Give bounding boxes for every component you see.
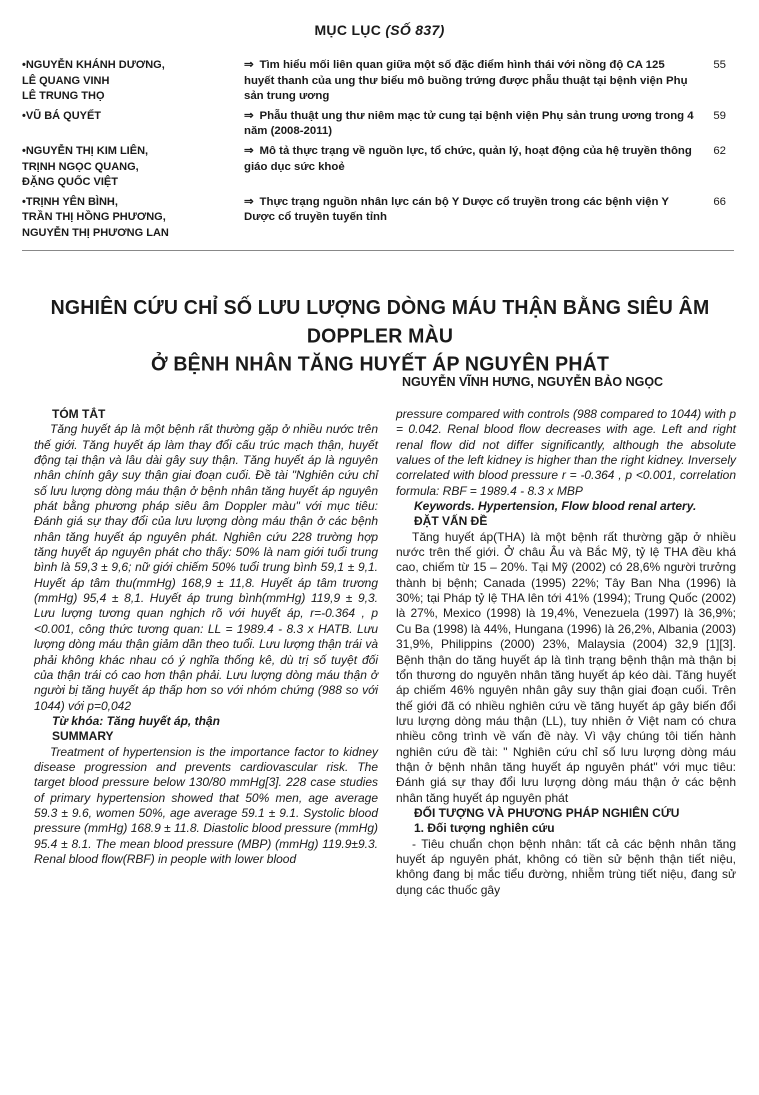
toc-heading: MỤC LỤC xyxy=(314,22,382,38)
right-column xyxy=(396,407,736,898)
arrow-right-icon: ⇒ xyxy=(244,59,254,71)
toc-entry-title xyxy=(240,195,696,242)
author-line: •TRỊNH YÊN BÌNH, xyxy=(22,195,118,208)
article-authors: NGUYỄN VĨNH HƯNG, NGUYỄN BẢO NGỌC xyxy=(402,375,664,389)
toc-entry-title xyxy=(240,58,696,105)
toc-authors xyxy=(22,195,240,242)
toc-entry xyxy=(22,144,742,191)
summary-heading: SUMMARY xyxy=(52,729,114,744)
toc-authors xyxy=(22,144,240,191)
keywords-en: Keywords. Hypertension, Flow blood renal artery. xyxy=(414,499,697,514)
toc-entry-text: Tìm hiểu mối liên quan giữa một số đặc điểm hình thái với nồng độ CA 125 huyết thanh của ung thư biểu mô buồng trứng được phẫu thuật tại bệnh viện Phụ sản trung ương xyxy=(244,59,688,103)
author-line: TRẦN THỊ HỒNG PHƯƠNG, xyxy=(22,211,166,224)
toc-authors xyxy=(22,58,240,105)
introduction-body: Tăng huyết áp(THA) là một bệnh rất thường gặp ở nhiều nước trên thế giới. Ở châu Âu và Bắc Mỹ, tỷ lệ THA đều khá cao, chiếm từ 15 – 20%. Tại Mỹ (2002) có 28,6% người trưởng thành bị bệnh; Canada (1995) 22%; Tây Ban Nha (1996) là 30%; tại Pháp tỷ lệ THA lên tới 41% (1994); Trung Quốc (2002) là 27%, Mexico (1998) là 19,4%, Venezuela (1997) là 36,9%; Cu Ba (1998) là 44%, Hungana (1996) là 26,2%, Albania (2003) 31,9%, Philippins (2000) 23%, Malaysia (2004) 32,9 [1][3]. Bệnh thận do tăng huyết áp là tình trạng bệnh thận mà thận bị tổn thương do nguyên nhân tăng huyết áp kéo dài. Tăng huyết áp chiếm 46% nguyên nhân gây suy thận giai đoạn cuối. Trên thế giới đã có nhiều nghiên cứu về tăng huyết áp gây biến đổi lưu lượng dòng máu thận (LL), tuy nhiên ở Việt nam có chưa nhiều công trình về vấn đề này. Vì vậy chúng tôi tiến hành nghiên cứu đề tài: " Nghiên cứu chỉ số lưu lượng dòng máu thận ở bệnh nhân tăng huyết áp nguyên phát" với mục tiêu: Đánh giá sự thay đổi lưu lượng dòng máu thận ở các bệnh nhân tăng huyết áp nguyên phát xyxy=(396,529,736,805)
toc-authors xyxy=(22,109,240,140)
summary-en: Treatment of hypertension is the importance factor to kidney disease progression and prevents cardiovascular risk. The target blood pressure below 130/80 mmHg[3]. 228 case studies of primary hypertension showed that 50% men, age average 59.3 ± 9.6, women 50%, age average 59.1 ± 9.1. Systolic blood pressure (mmHg) 168.9 ± 11.8. Diastolic blood pressure (mmHg) 95.4 ± 8.1. The mean blood pressure (MBP) (mmHg) 119.9±9.3. Renal blood flow(RBF) in people with lower blood xyxy=(34,744,378,866)
toc-entry xyxy=(22,58,742,105)
toc-entry-title xyxy=(240,109,696,140)
toc-page-number: 66 xyxy=(713,195,726,208)
author-line: TRỊNH NGỌC QUANG, xyxy=(22,160,139,173)
arrow-right-icon: ⇒ xyxy=(244,195,254,208)
author-line: •NGUYỄN THỊ KIM LIÊN, xyxy=(22,144,149,157)
arrow-right-icon: ⇒ xyxy=(244,144,254,157)
table-of-contents xyxy=(22,58,742,246)
toc-issue: (SỐ 837) xyxy=(385,22,445,38)
summary-en-continued: pressure compared with controls (988 compared to 1044) with p = 0.042. Renal blood flow decreases with age. Left and right renal flow did not differ significantly, although the absolute values of the left kidney is higher than the right kidney. Inversely correlated with blood pressure r = -0.364 , p <0.001, correlation formula: RBF = 1989.4 - 8.3 x MBP xyxy=(396,407,736,498)
author-line: NGUYỄN THỊ PHƯƠNG LAN xyxy=(22,226,169,239)
toc-entry xyxy=(22,109,742,140)
article-title-line: NGHIÊN CỨU CHỈ SỐ LƯU LƯỢNG DÒNG MÁU THẬN BẰNG SIÊU ÂM DOPPLER MÀU xyxy=(50,296,710,348)
toc-entry-title xyxy=(240,144,696,191)
abstract-heading: TÓM TẮT xyxy=(52,407,106,421)
author-line: ĐẶNG QUỐC VIỆT xyxy=(22,176,118,189)
toc-entry xyxy=(22,195,742,242)
article-title xyxy=(20,294,740,379)
toc-page-number: 59 xyxy=(713,109,726,122)
methods-subheading: 1. Đối tượng nghiên cứu xyxy=(414,821,555,836)
toc-entry-text: Thực trạng nguồn nhân lực cán bộ Y Dược cổ truyền trong các bệnh viện Y Dược cổ truyền tuyến tỉnh xyxy=(244,195,669,224)
divider xyxy=(22,250,734,251)
keywords-vi: Từ khóa: Tăng huyết áp, thận xyxy=(52,713,220,728)
introduction-heading: ĐẶT VẤN ĐỀ xyxy=(414,514,488,529)
toc-entry-text: Phẫu thuật ung thư niêm mạc tử cung tại bệnh viện Phụ sản trung ương trong 4 năm (2008-2011) xyxy=(244,109,694,138)
toc-title xyxy=(0,22,759,38)
author-line: LÊ TRUNG THỌ xyxy=(22,90,105,103)
toc-page-number: 62 xyxy=(713,144,726,157)
toc-page-number: 55 xyxy=(713,59,726,71)
author-line: •VŨ BÁ QUYẾT xyxy=(22,109,102,122)
methods-body: - Tiêu chuẩn chọn bệnh nhân: tất cả các bệnh nhân tăng huyết áp nguyên phát, không có tiền sử bệnh thận tiết niệu, không đang bị mắc tiểu đường, nhiễm trùng tiết niệu, đang sử dụng các thuốc gây xyxy=(396,836,736,897)
author-line: •NGUYỄN KHÁNH DƯƠNG, xyxy=(22,59,165,71)
arrow-right-icon: ⇒ xyxy=(244,109,254,122)
methods-heading: ĐỐI TƯỢNG VÀ PHƯƠNG PHÁP NGHIÊN CỨU xyxy=(414,805,680,820)
author-line: LÊ QUANG VINH xyxy=(22,74,110,87)
article-title-line: Ở BỆNH NHÂN TĂNG HUYẾT ÁP NGUYÊN PHÁT xyxy=(150,352,610,376)
abstract-vi: Tăng huyết áp là một bệnh rất thường gặp ở nhiều nước trên thế giới. Tăng huyết áp làm thay đổi cấu trúc mạch thận, huyết động tại thận và lâu dài gây suy thận. Tăng huyết áp là nguyên nhân chính gây suy thận giai đoạn cuối. Đề tài "Nghiên cứu chỉ số lưu lượng dòng máu thận ở bệnh nhân tăng huyết áp nguyên phát bằng phương pháp siêu âm Doppler màu" với mục tiêu: Đánh giá sự thay đổi của lưu lượng dòng máu thận ở các bệnh nhân tăng huyết áp nguyên phát. Nghiên cứu 228 trường hợp tăng huyết áp nguyên phát cho thấy: 50% là nam giới tuổi trung bình là 59,3 ± 9,6; nữ giới chiếm 50% tuổi trung bình 59,1 ± 9,1. Huyết áp tâm thu(mmHg) 168,9 ± 11,8. Huyết áp tâm trương (mmHg) 95,4 ± 8,1. Huyết áp trung bình(mmHg) 119,9 ± 9,3. Lưu lượng tương quan nghịch rõ với huyết áp, r=-0.364 , p <0.001, công thức tương quan: LL = 1989.4 - 8.3 x HATB. Lưu lượng dòng máu thận giảm dần theo tuổi. Lưu lượng thận trái và phải không khác nhau có ý nghĩa thống kê, dù trị số tuyệt đối của thận trái có cao hơn thận phải. Lưu lượng dòng máu thận ở người bị tăng huyết áp thấp hơn so với nhóm chứng (988 so với 1044) với p=0,042 xyxy=(34,422,378,713)
left-column xyxy=(34,407,378,867)
toc-entry-text: Mô tả thực trạng về nguồn lực, tổ chức, quản lý, hoạt động của hệ truyền thông giáo dục sức khoẻ xyxy=(244,144,692,173)
